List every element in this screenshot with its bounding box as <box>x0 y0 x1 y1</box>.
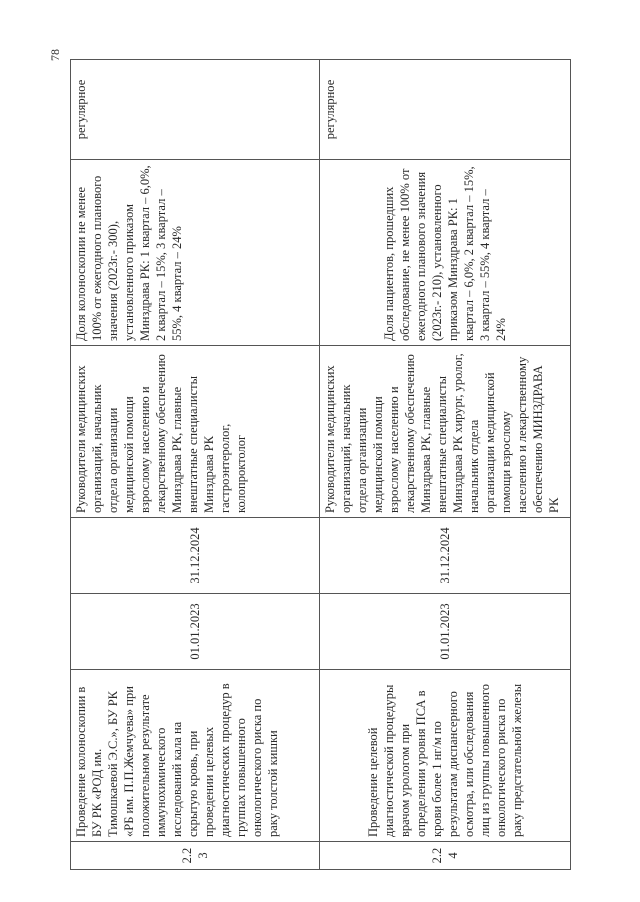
end-date: 31.12.2024 <box>71 518 320 594</box>
measure-title: Проведение колоноскопии в БУ РК «РОД им. Тимошкаевой Э.С.», БУ РК «РБ им. П.П.Жемчуева» при положительном результате иммунохимического исследований кала на скрытую кровь, при проведении целевых диагностических процедур в группах повышенного онкологического риска по раку толстой кишки <box>71 670 320 842</box>
responsible-persons: Руководители медицинских организаций, начальник отдела организации медицинской помощи взрослому населению и лекарственному обеспечению Минздрава РК, главные внештатные специалисты Минздрава РК гастроэнтеролог, колопроктолог <box>71 346 320 518</box>
end-date: 31.12.2024 <box>320 518 571 594</box>
measure-title: Проведение целевой диагностической процедуры врачом урологом при определении уровня ПСА в крови более 1 нг/м по результатам диспансерного осмотра, или обследования лиц из группы повышенного онкологического риска по раку предстательной железы <box>320 670 571 842</box>
start-date: 01.01.2023 <box>320 594 571 670</box>
start-date: 01.01.2023 <box>71 594 320 670</box>
target-indicator: Доля пациентов, прошедших обследование, не менее 100% от ежегодного планового значения (2023г.- 210), установленного приказом Минздрава РК: 1 квартал – 6,0%, 2 квартал – 15%, 3 квартал – 55%, 4 квартал – 24% <box>320 160 571 346</box>
frequency: регулярное <box>320 60 571 160</box>
row-number: 2.23 <box>71 842 320 870</box>
table-row <box>71 60 320 870</box>
page-number: 78 <box>48 49 62 61</box>
plan-table-rotated <box>70 60 570 870</box>
responsible-persons: Руководители медицинских организаций, начальник отдела организации медицинской помощи взрослому населению и лекарственному обеспечению Минздрава РК, главные внештатные специалисты Минздрава РК хирург, уролог, начальник отдела организации медицинской помощи взрослому населению и лекарственному обеспечению МИНЗДРАВА РК <box>320 346 571 518</box>
table-row <box>320 60 571 870</box>
row-number: 2.24 <box>320 842 571 870</box>
plan-table <box>70 59 571 870</box>
frequency: регулярное <box>71 60 320 160</box>
target-indicator: Доля колоноскопии не менее 100% от ежегодного планового значения (2023г.- 300), установленного приказом Минздрава РК: 1 квартал – 6,0%, 2 квартал – 15%, 3 квартал – 55%, 4 квартал – 24% <box>71 160 320 346</box>
